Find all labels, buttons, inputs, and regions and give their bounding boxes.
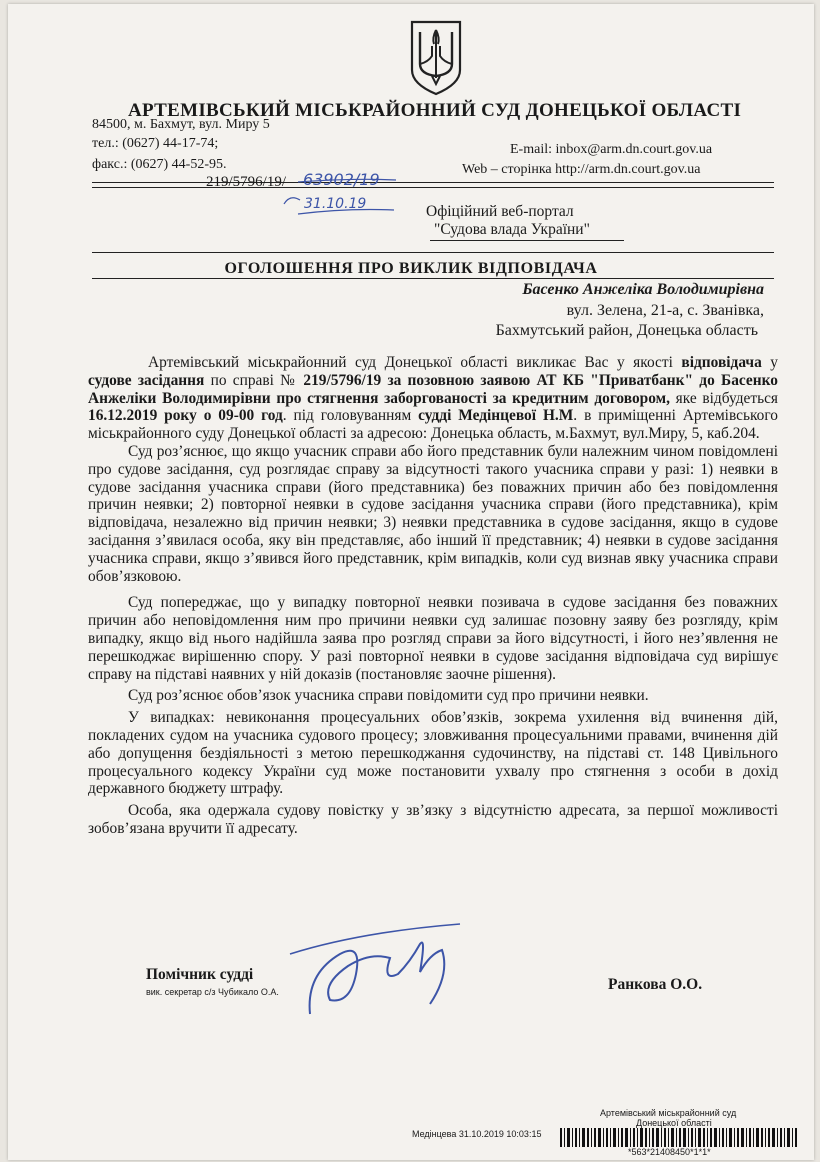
paragraph-delivery: Особа, яка одержала судову повістку у зв’язку з відсутністю адресата, за першої можливості зобов’язана вручити її адресату.: [88, 802, 778, 837]
addressee-name: Басенко Анжеліка Володимирівна: [522, 281, 764, 298]
title-divider-bottom: [92, 278, 774, 279]
paragraph-obligation: Суд роз’яснює обов’язок учасника справи повідомити суд про причини неявки.: [128, 687, 649, 705]
recipient-line-1: Офіційний веб-портал: [426, 203, 574, 220]
paragraph-summons: Артемівський міськрайонний суд Донецької області викликає Вас у якості відповідача у судове засідання по справі № 219/5796/19 за позовною заявою АТ КБ "Приватбанк" до Басенко Анжеліки Володимирівни про стягнення заборгованості за кредитним договором, яке відбудеться 16.12.2019 року о 09-00 год. під головуванням судді Медінцевої Н.М. в приміщенні Артемівського міськрайонного суду Донецької області за адресою: Донецька область, м.Бахмут, вул.Миру, 5, каб.204.: [88, 354, 779, 443]
barcode: [560, 1128, 798, 1147]
footer-court: Артемівський міськрайонний суд: [600, 1108, 737, 1118]
announcement-body: [88, 354, 778, 838]
paragraph-penalties: У випадках: невиконання процесуальних обов’язків, зокрема ухилення від вчинення дій, покладених судом на учасника судового процесу; зловживання процесуальними правами, вчинення дій або допущення бездіяльності з метою перешкоджання судочинству, на підставі ст. 148 Цивільного процесуального кодексу України суд може постановити ухвалу про стягнення з особи в дохід державного бюджету штрафу.: [88, 709, 778, 798]
court-name: АРТЕМІВСЬКИЙ МІСЬКРАЙОННИЙ СУД ДОНЕЦЬКОЇ ОБЛАСТІ: [128, 100, 742, 121]
trident-emblem-icon: [408, 18, 464, 98]
paragraph-absence-rules: Суд роз’яснює, що якщо учасник справи або його представник були належним чином повідомлені про судове засідання, суд розглядає справу за відсутності такого учасника справи у разі: 1) неявки в судове засідання учасника справи (його представника) без поважних причин або без повідомлення причин неявки; 2) повторної неявки в судове засідання учасника справи (його представника), крім відповідача, незалежно від причин неявки; 3) неявки представника в судове засідання, якщо в судове засідання з’явилася особа, яку він представляє, або інший її представник; 4) неявки в судове засідання учасника справи, якщо з’явився його представник, крім випадків, коли суд визнав явку учасника справи обов’язковою.: [88, 442, 778, 585]
court-phone: тел.: (0627) 44-17-74;: [92, 136, 219, 151]
footer-region: Донецької області: [636, 1118, 712, 1128]
addressee-district: Бахмутський район, Донецька область: [495, 322, 758, 339]
recipient-underline: [430, 240, 624, 241]
court-website: Web – сторінка http://arm.dn.court.gov.ua: [462, 162, 701, 177]
header-divider: [92, 182, 774, 183]
court-fax: факс.: (0627) 44-52-95.: [92, 157, 227, 172]
signer-position: Помічник судді: [146, 966, 254, 983]
court-address: 84500, м. Бахмут, вул. Миру 5: [92, 117, 270, 132]
signer-note: вик. секретар с/з Чубикало О.А.: [146, 987, 279, 997]
title-divider-top: [92, 252, 774, 253]
paragraph-warning: Суд попереджає, що у випадку повторної неявки позивача в судове засідання без поважних причин або неповідомлення ним про причини неявки суд залишає позовну заяву без розгляду, крім випадку, якщо від нього надійшла заява про розгляд справи за його відсутності, і його нез’явлення не перешкоджає вирішенню спору. У разі повторної неявки в судове засідання відповідача суд вирішує справу на підставі наявних у ній доказів (постановляє заочне рішення).: [88, 594, 778, 683]
addressee-street: вул. Зелена, 21-а, с. Званівка,: [566, 302, 764, 319]
handwritten-registration-number: 63902/19: [303, 170, 380, 189]
signer-name: Ранкова О.О.: [608, 976, 703, 993]
announcement-title: ОГОЛОШЕННЯ ПРО ВИКЛИК ВІДПОВІДАЧА: [224, 260, 598, 277]
header-divider-thin: [92, 187, 774, 188]
handwritten-signature: [270, 914, 470, 1024]
handwritten-registration-date: 31.10.19: [304, 196, 367, 212]
recipient-line-2: "Судова влада України": [434, 221, 590, 238]
handwritten-strokes: [276, 174, 406, 218]
court-email: E-mail: inbox@arm.dn.court.gov.ua: [510, 142, 713, 157]
case-number: 219/5796/19/: [206, 174, 287, 190]
barcode-number: *563*21408450*1*1*: [628, 1147, 711, 1157]
footer-registration-stamp: Медінцева 31.10.2019 10:03:15: [412, 1129, 542, 1139]
document-page: [8, 4, 814, 1160]
